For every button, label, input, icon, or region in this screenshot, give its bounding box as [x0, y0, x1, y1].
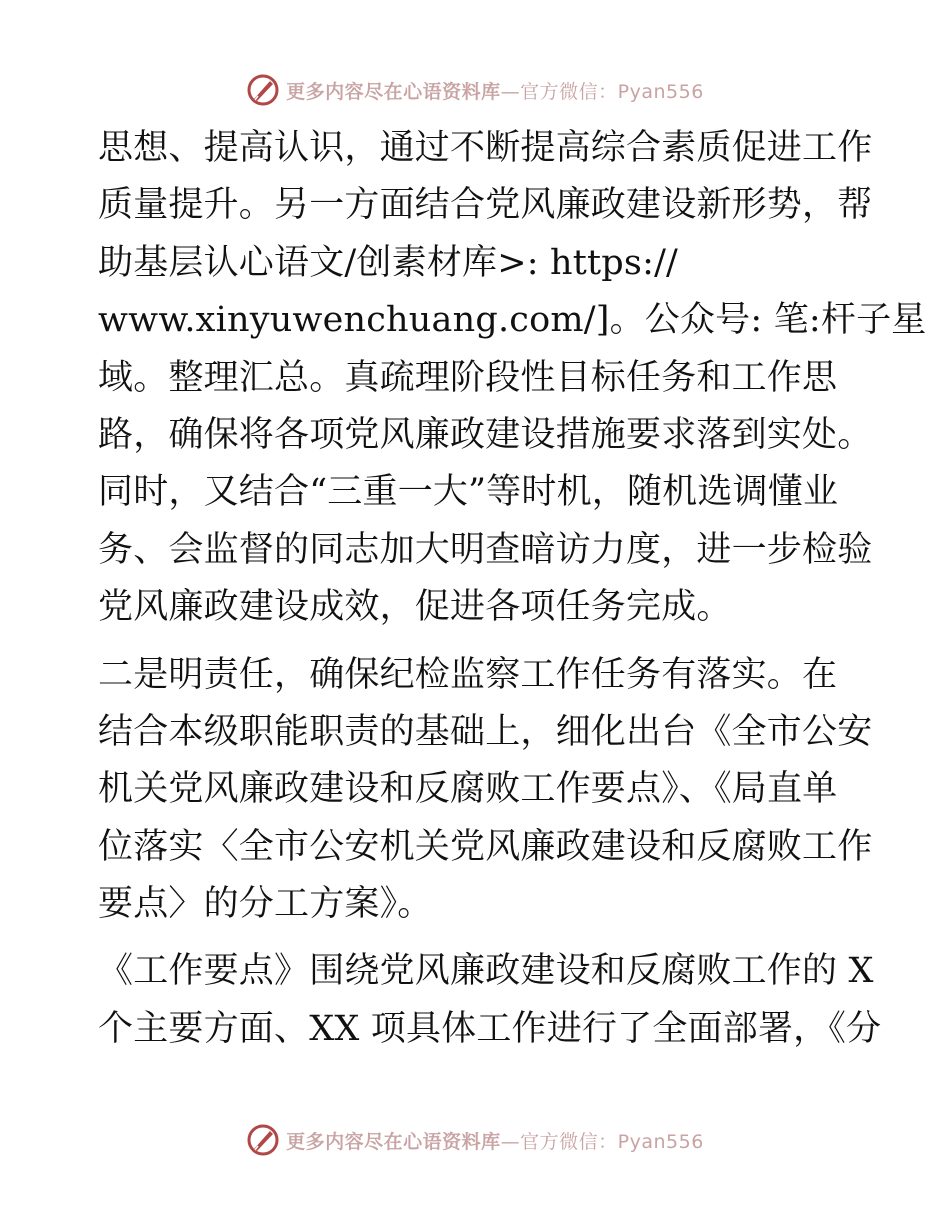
- paragraph-2: [98, 647, 873, 934]
- document-body: [98, 120, 927, 1058]
- text-line: 助基层认心语文/创素材库>: https://: [98, 242, 679, 283]
- text-line: 思想、提高认识，通过不断提高综合素质促进工作: [98, 128, 873, 168]
- watermark-sub-text: —官方微信：Pyan556: [500, 80, 704, 103]
- header-watermark: [0, 70, 950, 110]
- paragraph-1: [98, 120, 927, 637]
- text-line: 位落实〈全市公安机关党风廉政建设和反腐败工作: [98, 826, 873, 867]
- watermark-main-text: 更多内容尽在心语资料库: [286, 1130, 501, 1153]
- text-line: 路，确保将各项党风廉政建设措施要求落到实处。: [98, 414, 873, 455]
- text-line: 《工作要点》围绕党风廉政建设和反腐败工作的 X: [98, 951, 874, 992]
- text-line: 同时，又结合“三重一大”等时机，随机选调懂业: [98, 472, 839, 513]
- quill-logo-icon: [246, 1123, 280, 1157]
- text-line: 结合本级职能职责的基础上，细化出台《全市公安: [98, 711, 873, 752]
- text-line: 个主要方面、XX 项具体工作进行了全面部署，《分: [98, 1008, 882, 1049]
- footer-watermark: [0, 1120, 950, 1160]
- text-line: 务、会监督的同志加大明查暗访力度，进一步检验: [98, 529, 873, 570]
- text-line: 质量提升。另一方面结合党风廉政建设新形势，帮: [98, 185, 873, 226]
- text-line: 二是明责任，确保纪检监察工作任务有落实。在: [98, 654, 838, 695]
- text-line: 域。整理汇总。真疏理阶段性目标任务和工作思: [98, 357, 838, 398]
- text-line: 党风廉政建设成效，促进各项任务完成。: [98, 587, 732, 628]
- text-line: www.xinyuwenchuang.com/]。公众号: 笔:杆子星: [98, 300, 927, 341]
- paragraph-3: [98, 943, 882, 1058]
- watermark-main-text: 更多内容尽在心语资料库: [286, 80, 501, 103]
- quill-logo-icon: [246, 73, 280, 107]
- text-line: 机关党风廉政建设和反腐败工作要点》、《局直单: [98, 769, 838, 810]
- text-line: 要点〉的分工方案》。: [98, 884, 433, 925]
- watermark-sub-text: —官方微信：Pyan556: [500, 1130, 704, 1153]
